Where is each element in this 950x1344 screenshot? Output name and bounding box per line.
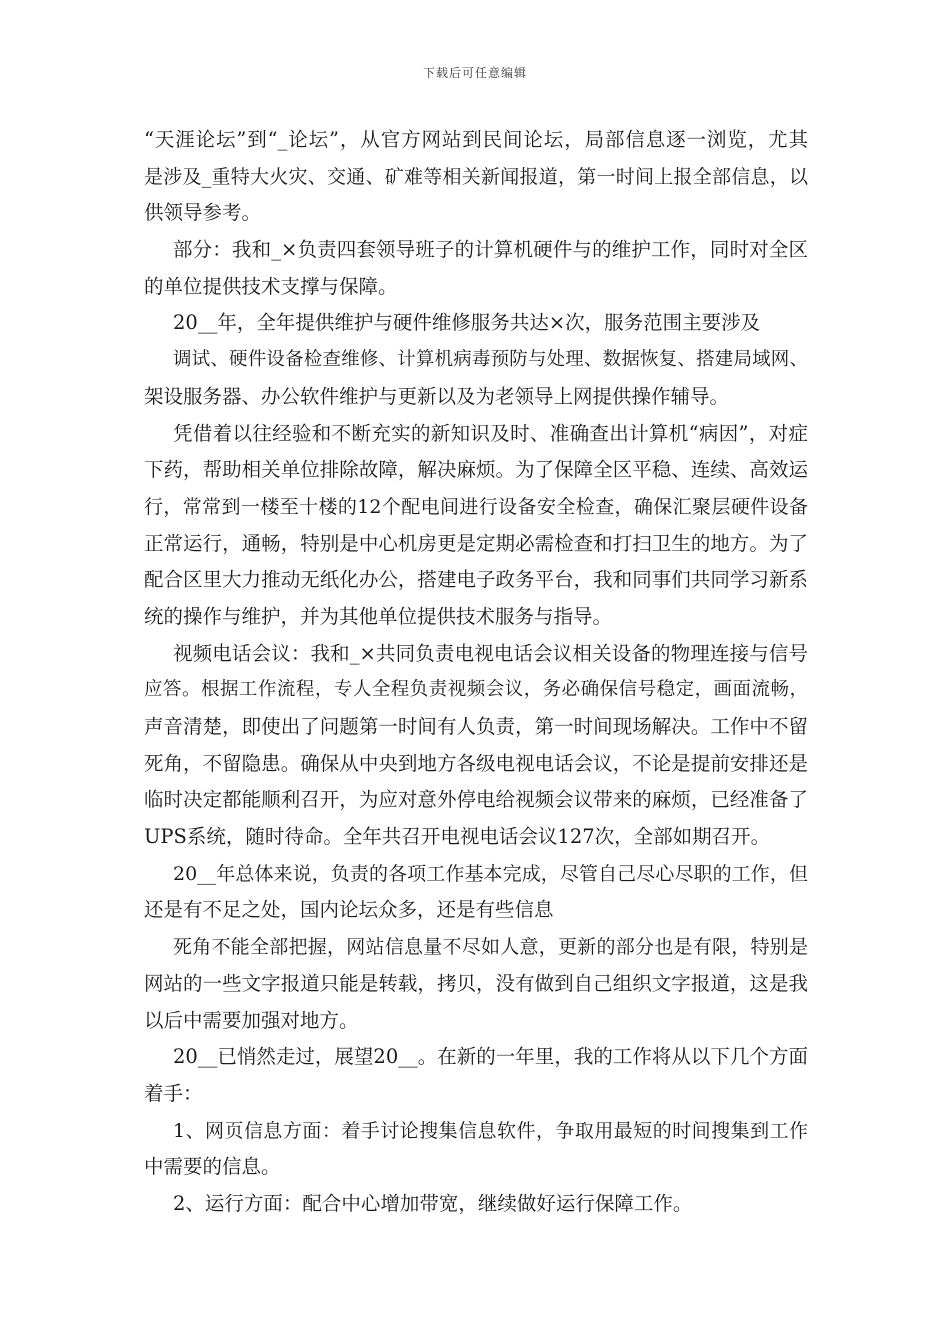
text-line: 应答。根据工作流程，专人全程负责视频会议，务必确保信号稳定，画面流畅， — [144, 679, 808, 701]
page-header-note: 下载后可任意编辑 — [422, 66, 527, 80]
text-line: 中需要的信息。 — [144, 1155, 281, 1179]
text-line: 凭借着以往经验和不断充实的新知识及时、准确查出计算机“病因”，对症 — [173, 421, 808, 445]
text-line: 还是有不足之处，国内论坛众多，还是有些信息 — [144, 898, 554, 922]
text-line: 20__年，全年提供维护与硬件维修服务共达×次，服务范围主要涉及 — [173, 311, 761, 335]
text-line: 2、运行方面：配合中心增加带宽，继续做好运行保障工作。 — [173, 1191, 693, 1215]
text-line: “天涯论坛”到“_论坛”，从官方网站到民间论坛，局部信息逐一浏览，尤其 — [144, 128, 808, 151]
text-line: 下药，帮助相关单位排除故障，解决麻烦。为了保障全区平稳、连续、高效运 — [144, 458, 808, 482]
text-line: 行，常常到一楼至十楼的12个配电间进行设备安全检查，确保汇聚层硬件设备 — [144, 495, 808, 518]
text-line: 供领导参考。 — [144, 201, 262, 225]
text-line: 正常运行，通畅，特别是中心机房更是定期必需检查和打扫卫生的地方。为了 — [144, 531, 808, 555]
text-line: UPS系统，随时待命。全年共召开电视电话会议127次，全部如期召开。 — [144, 825, 771, 849]
text-line: 着手： — [144, 1081, 203, 1105]
text-line: 20__已悄然走过，展望20__。在新的一年里，我的工作将从以下几个方面 — [173, 1045, 808, 1069]
text-line: 调试、硬件设备检查维修、计算机病毒预防与处理、数据恢复、搭建局域网、 — [173, 349, 808, 371]
text-line: 的单位提供技术支撑与保障。 — [144, 274, 398, 298]
text-line: 统的操作与维护，并为其他单位提供技术服务与指导。 — [144, 604, 613, 628]
text-line: 视频电话会议：我和_×共同负责电视电话会议相关设备的物理连接与信号 — [173, 641, 808, 665]
text-line: 架设服务器、办公软件维护与更新以及为老领导上网提供操作辅导。 — [144, 384, 730, 408]
text-line: 临时决定都能顺利召开，为应对意外停电给视频会议带来的麻烦，已经准备了 — [144, 788, 808, 812]
text-line: 声音清楚，即使出了问题第一时间有人负责，第一时间现场解决。工作中不留 — [144, 715, 808, 738]
text-line: 1、网页信息方面：着手讨论搜集信息软件，争取用最短的时间搜集到工作 — [173, 1119, 808, 1142]
text-line: 网站的一些文字报道只能是转载，拷贝，没有做到自己组织文字报道，这是我 — [144, 971, 808, 995]
text-line: 部分：我和_×负责四套领导班子的计算机硬件与的维护工作，同时对全区 — [173, 238, 808, 262]
text-line: 是涉及_重特大火灾、交通、矿难等相关新闻报道，第一时间上报全部信息，以 — [144, 165, 808, 188]
text-line: 死角，不留隐患。确保从中央到地方各级电视电话会议，不论是提前安排还是 — [144, 751, 808, 775]
text-line: 配合区里大力推动无纸化办公，搭建电子政务平台，我和同事们共同学习新系 — [144, 568, 808, 592]
text-line: 死角不能全部把握，网站信息量不尽如人意，更新的部分也是有限，特别是 — [173, 936, 808, 959]
text-line: 以后中需要加强对地方。 — [144, 1008, 359, 1032]
document-body — [144, 122, 808, 1223]
text-line: 20__年总体来说，负责的各项工作基本完成，尽管自己尽心尽职的工作，但 — [173, 862, 808, 885]
